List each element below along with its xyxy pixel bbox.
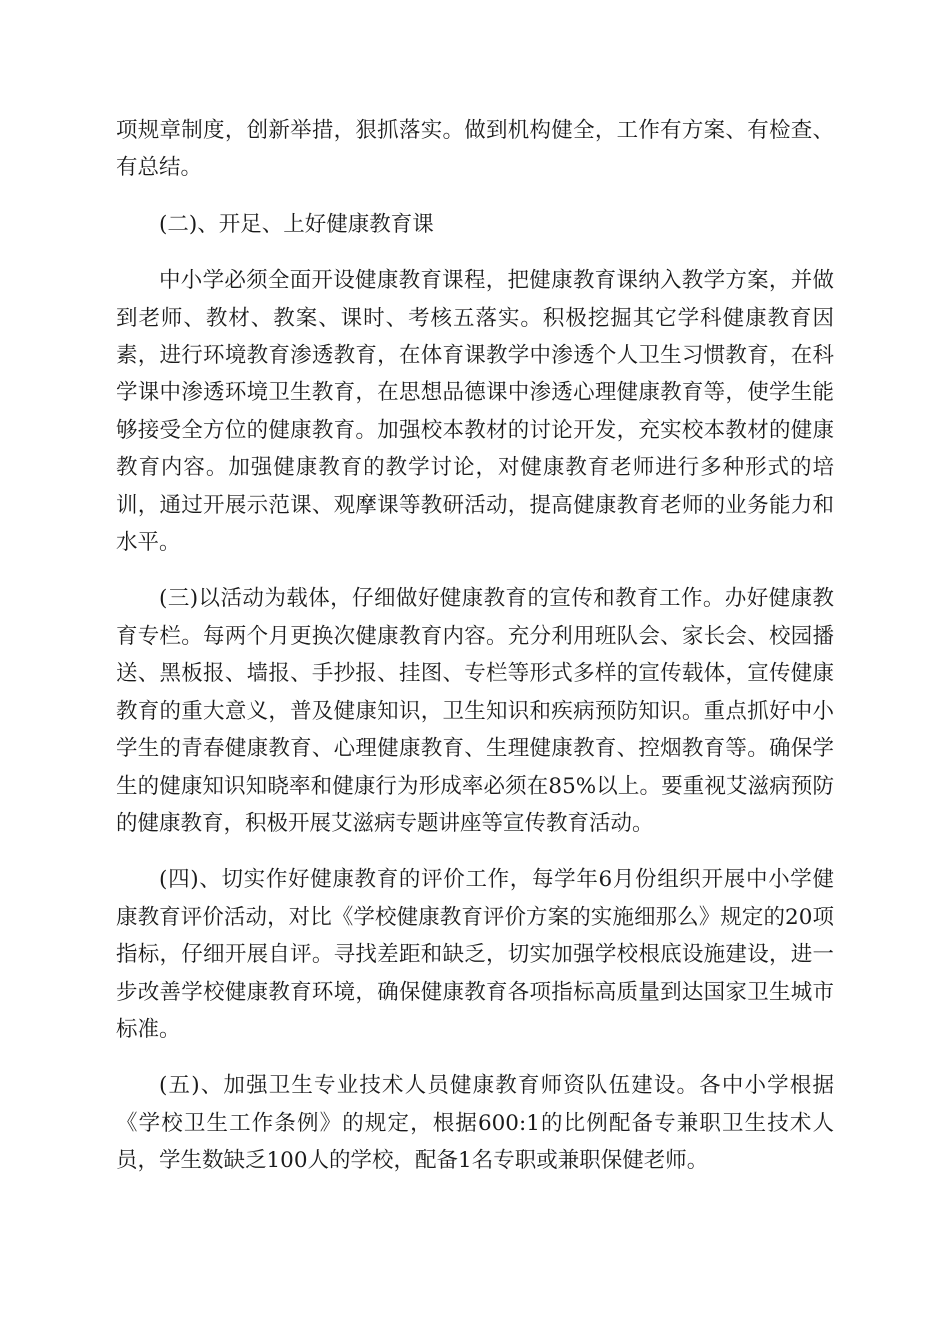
document-body bbox=[116, 112, 834, 1180]
paragraph-section-5-staffing: (五)、加强卫生专业技术人员健康教育师资队伍建设。各中小学根据《学校卫生工作条例》的规定，根据600:1的比例配备专兼职卫生技术人员，学生数缺乏100人的学校，配备1名专职或兼职保健老师。 bbox=[116, 1073, 834, 1174]
paragraph-continuation: 项规章制度，创新举措，狠抓落实。做到机构健全，工作有方案、有检查、有总结。 bbox=[116, 118, 834, 181]
section-heading-2: (二)、开足、上好健康教育课 bbox=[159, 211, 434, 237]
paragraph-section-3-activities: (三)以活动为载体，仔细做好健康教育的宣传和教育工作。办好健康教育专栏。每两个月更换次健康教育内容。充分利用班队会、家长会、校园播送、黑板报、墙报、手抄报、挂图、专栏等形式多样的宣传载体，宣传健康教育的重大意义，普及健康知识，卫生知识和疾病预防知识。重点抓好中小学生的青春健康教育、心理健康教育、生理健康教育、控烟教育等。确保学生的健康知识知晓率和健康行为形成率必须在85%以上。要重视艾滋病预防的健康教育，积极开展艾滋病专题讲座等宣传教育活动。 bbox=[116, 586, 834, 836]
paragraph-section-4-evaluation: (四)、切实作好健康教育的评价工作，每学年6月份组织开展中小学健康教育评价活动，对比《学校健康教育评价方案的实施细那么》规定的20项指标，仔细开展自评。寻找差距和缺乏，切实加强学校根底设施建设，进一步改善学校健康教育环境，确保健康教育各项指标高质量到达国家卫生城市标准。 bbox=[116, 867, 834, 1042]
paragraph-health-curriculum: 中小学必须全面开设健康教育课程，把健康教育课纳入教学方案，并做到老师、教材、教案、课时、考核五落实。积极挖掘其它学科健康教育因素，进行环境教育渗透教育，在体育课教学中渗透个人卫生习惯教育，在科学课中渗透环境卫生教育，在思想品德课中渗透心理健康教育等，使学生能够接受全方位的健康教育。加强校本教材的讨论开发，充实校本教材的健康教育内容。加强健康教育的教学讨论，对健康教育老师进行多种形式的培训，通过开展示范课、观摩课等教研活动，提高健康教育老师的业务能力和水平。 bbox=[116, 268, 834, 556]
